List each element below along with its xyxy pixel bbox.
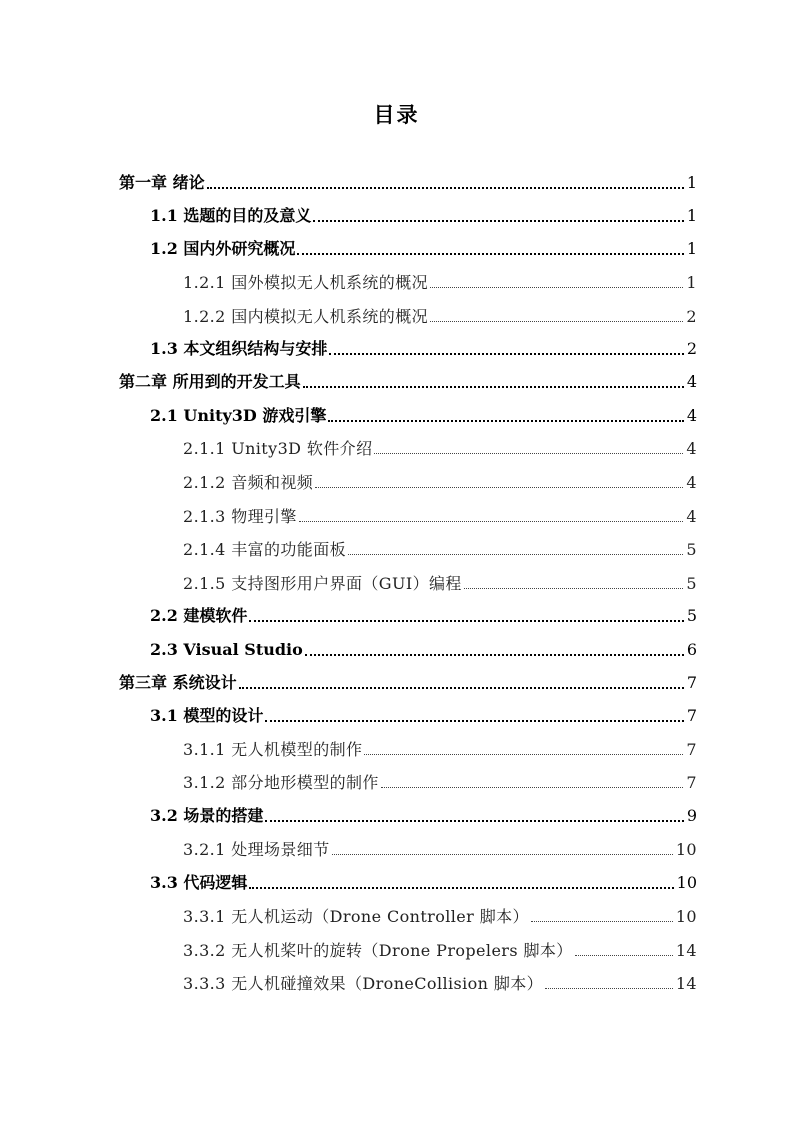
toc-entry-1-2[interactable] bbox=[150, 236, 697, 262]
toc-dot-leader bbox=[531, 921, 673, 922]
toc-entry-page: 4 bbox=[686, 406, 697, 425]
toc-entry-title: 1.1 选题的目的及意义 bbox=[150, 206, 312, 225]
toc-dot-leader bbox=[575, 955, 673, 956]
toc-entry-1-1[interactable] bbox=[150, 203, 697, 229]
toc-entry-title: 3.2.1 处理场景细节 bbox=[183, 840, 330, 859]
toc-entry-page: 7 bbox=[686, 773, 697, 792]
toc-entry-title: 3.3.2 无人机桨叶的旋转（Drone Propelers 脚本） bbox=[183, 941, 573, 960]
toc-entry-title: 1.2.1 国外模拟无人机系统的概况 bbox=[183, 273, 428, 292]
toc-entry-page: 5 bbox=[686, 606, 697, 625]
toc-dot-leader bbox=[249, 887, 673, 889]
toc-dot-leader bbox=[348, 554, 683, 555]
toc-dot-leader bbox=[464, 588, 684, 589]
toc-dot-leader bbox=[332, 854, 673, 855]
toc-entry-2-1-4[interactable] bbox=[183, 537, 697, 563]
toc-entry-3-1-1[interactable] bbox=[183, 737, 697, 763]
toc-entry-title: 2.1.3 物理引擎 bbox=[183, 507, 297, 526]
toc-dot-leader bbox=[207, 187, 684, 189]
toc-entry-page: 7 bbox=[686, 740, 697, 759]
toc-entry-page: 1 bbox=[686, 239, 697, 258]
toc-dot-leader bbox=[299, 521, 684, 522]
toc-entry-title: 3.3.3 无人机碰撞效果（DroneCollision 脚本） bbox=[183, 974, 544, 993]
toc-entry-page: 5 bbox=[686, 574, 697, 593]
toc-dot-leader bbox=[305, 654, 684, 656]
toc-dot-leader bbox=[364, 754, 683, 755]
toc-entry-2-1-5[interactable] bbox=[183, 571, 697, 597]
toc-entry-title: 1.3 本文组织结构与安排 bbox=[150, 339, 328, 358]
toc-entry-page: 9 bbox=[686, 806, 697, 825]
toc-entry-page: 7 bbox=[686, 706, 697, 725]
toc-entry-page: 10 bbox=[676, 873, 697, 892]
toc-entry-3-2[interactable] bbox=[150, 803, 697, 829]
toc-entry-title: 3.2 场景的搭建 bbox=[150, 806, 264, 825]
toc-entry-title: 2.1.1 Unity3D 软件介绍 bbox=[183, 439, 373, 458]
toc-entry-title: 3.1.1 无人机模型的制作 bbox=[183, 740, 363, 759]
toc-entry-chapter-1[interactable] bbox=[119, 170, 697, 196]
toc-entry-2-1-2[interactable] bbox=[183, 470, 697, 496]
toc-entry-title: 3.3 代码逻辑 bbox=[150, 873, 248, 892]
toc-entry-2-1-3[interactable] bbox=[183, 504, 697, 530]
toc-entry-page: 14 bbox=[675, 941, 697, 960]
toc-entry-title: 2.1.5 支持图形用户界面（GUI）编程 bbox=[183, 574, 462, 593]
toc-entry-page: 4 bbox=[686, 439, 697, 458]
toc-dot-leader bbox=[545, 988, 673, 989]
toc-entry-3-3-2[interactable] bbox=[183, 938, 697, 964]
toc-entry-title: 1.2.2 国内模拟无人机系统的概况 bbox=[183, 307, 428, 326]
toc-dot-leader bbox=[297, 253, 683, 255]
toc-entry-page: 4 bbox=[686, 473, 697, 492]
toc-entry-2-1[interactable] bbox=[150, 403, 697, 429]
toc-dot-leader bbox=[303, 386, 684, 388]
toc-entry-1-2-1[interactable] bbox=[183, 270, 697, 296]
toc-dot-leader bbox=[430, 287, 683, 288]
toc-entry-1-2-2[interactable] bbox=[183, 304, 697, 330]
toc-entry-page: 2 bbox=[686, 307, 697, 326]
toc-entry-2-2[interactable] bbox=[150, 603, 697, 629]
toc-entry-page: 10 bbox=[675, 840, 697, 859]
toc-entry-3-3-1[interactable] bbox=[183, 904, 697, 930]
toc-dot-leader bbox=[374, 453, 683, 454]
toc-entry-2-1-1[interactable] bbox=[183, 436, 697, 462]
toc-entry-chapter-2[interactable] bbox=[119, 369, 697, 395]
toc-entry-page: 7 bbox=[686, 673, 697, 692]
toc-entry-page: 1 bbox=[686, 273, 697, 292]
toc-dot-leader bbox=[313, 220, 683, 222]
toc-entry-page: 4 bbox=[686, 372, 697, 391]
toc-entry-1-3[interactable] bbox=[150, 336, 697, 362]
toc-entry-3-1-2[interactable] bbox=[183, 770, 697, 796]
toc-entry-title: 3.3.1 无人机运动（Drone Controller 脚本） bbox=[183, 907, 529, 926]
toc-entry-2-3[interactable] bbox=[150, 637, 697, 663]
toc-entry-title: 第一章 绪论 bbox=[119, 173, 205, 192]
toc-dot-leader bbox=[315, 487, 683, 488]
toc-entry-title: 2.1.4 丰富的功能面板 bbox=[183, 540, 346, 559]
toc-dot-leader bbox=[265, 720, 683, 722]
toc-entry-chapter-3[interactable] bbox=[119, 670, 697, 696]
toc-dot-leader bbox=[381, 787, 684, 788]
toc-entry-title: 2.1 Unity3D 游戏引擎 bbox=[150, 406, 327, 425]
toc-dot-leader bbox=[239, 687, 684, 689]
toc-entry-page: 1 bbox=[686, 173, 697, 192]
toc-entry-3-1[interactable] bbox=[150, 703, 697, 729]
toc-dot-leader bbox=[265, 820, 683, 822]
toc-entry-title: 2.3 Visual Studio bbox=[150, 640, 303, 659]
toc-dot-leader bbox=[329, 353, 683, 355]
toc-entry-title: 2.2 建模软件 bbox=[150, 606, 248, 625]
toc-entry-page: 14 bbox=[675, 974, 697, 993]
toc-entry-page: 1 bbox=[686, 206, 697, 225]
toc-dot-leader bbox=[249, 620, 683, 622]
toc-entry-3-2-1[interactable] bbox=[183, 837, 697, 863]
toc-entry-3-3[interactable] bbox=[150, 870, 697, 896]
toc-entry-title: 3.1.2 部分地形模型的制作 bbox=[183, 773, 379, 792]
toc-dot-leader bbox=[430, 321, 683, 322]
toc-entry-3-3-3[interactable] bbox=[183, 971, 697, 997]
toc-entry-title: 第三章 系统设计 bbox=[119, 673, 237, 692]
toc-entry-title: 1.2 国内外研究概况 bbox=[150, 239, 296, 258]
toc-entry-page: 5 bbox=[686, 540, 697, 559]
page-title: 目录 bbox=[373, 102, 420, 127]
toc-entry-page: 4 bbox=[686, 507, 697, 526]
toc-entry-page: 2 bbox=[686, 339, 697, 358]
toc-dot-leader bbox=[328, 420, 683, 422]
toc-entry-title: 2.1.2 音频和视频 bbox=[183, 473, 314, 492]
toc-entry-page: 10 bbox=[675, 907, 697, 926]
toc-entry-title: 第二章 所用到的开发工具 bbox=[119, 372, 301, 391]
toc-entry-title: 3.1 模型的设计 bbox=[150, 706, 264, 725]
toc-entry-page: 6 bbox=[686, 640, 697, 659]
